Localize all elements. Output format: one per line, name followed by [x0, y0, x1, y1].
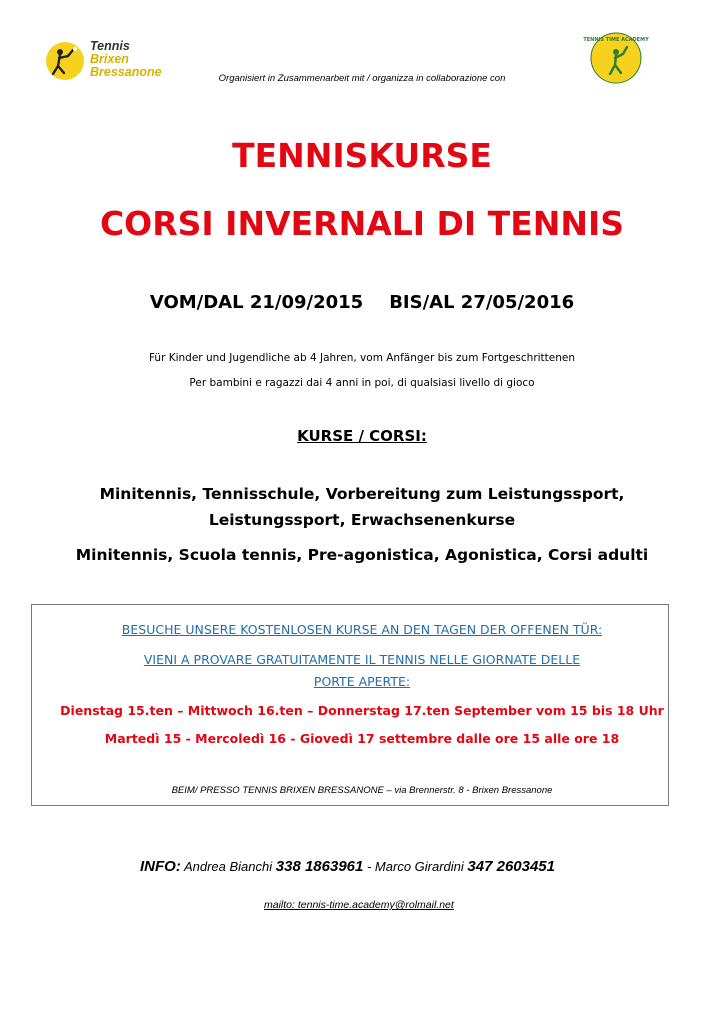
courses-italian: Minitennis, Scuola tennis, Pre-agonistica, Agonistica, Corsi adulti: [75, 546, 649, 564]
contact1-name: Andrea Bianchi: [183, 859, 273, 874]
location-note: BEIM/ PRESSO TENNIS BRIXEN BRESSANONE – via Brennerstr. 8 - Brixen Bressanone: [171, 785, 553, 796]
open-days-german: BESUCHE UNSERE KOSTENLOSEN KURSE AN DEN TAGEN DER OFFENEN TÜR:: [121, 622, 603, 637]
info-label: INFO:: [140, 858, 181, 875]
contact-info: [140, 858, 555, 875]
date-to: BIS/AL 27/05/2016: [389, 292, 575, 313]
open-days-dates-german: Dienstag 15.ten – Mittwoch 16.ten – Donnerstag 17.ten September vom 15 bis 18 Uhr: [60, 703, 664, 718]
date-from: VOM/DAL 21/09/2015: [149, 292, 364, 313]
description-italian: Per bambini e ragazzi dai 4 anni in poi, di qualsiasi livello di gioco: [189, 377, 535, 389]
open-days-italian-line2: PORTE APERTE:: [313, 674, 411, 689]
open-days-dates-italian: Martedì 15 - Mercoledì 16 - Giovedì 17 settembre dalle ore 15 alle ore 18: [104, 731, 620, 746]
date-range: [0, 292, 724, 313]
contact1-phone: 338 1863961: [275, 858, 364, 875]
collaboration-note: Organisiert in Zusammenarbeit mit / organizza in collaborazione con: [218, 73, 506, 84]
logo-text-brixen: Brixen: [90, 52, 129, 66]
contact2-phone: 347 2603451: [467, 858, 555, 875]
open-days-italian-line1: VIENI A PROVARE GRATUITAMENTE IL TENNIS NELLE GIORNATE DELLE: [143, 652, 581, 667]
logo-right-text: TENNIS TIME ACADEMY: [583, 37, 649, 43]
logo-text-tennis: Tennis: [90, 39, 130, 53]
logo-text-bressanone: Bressanone: [90, 65, 162, 79]
title-italian: CORSI INVERNALI DI TENNIS: [99, 204, 625, 243]
courses-german-line1: Minitennis, Tennisschule, Vorbereitung zum Leistungssport,: [99, 485, 625, 503]
contact2-name: - Marco Girardini: [366, 859, 464, 874]
courses-german-line2: Leistungssport, Erwachsenenkurse: [208, 511, 516, 529]
description-german: Für Kinder und Jugendliche ab 4 Jahren, vom Anfänger bis zum Fortgeschrittenen: [148, 352, 576, 364]
email-link[interactable]: mailto: tennis-time.academy@rolmail.net: [264, 899, 454, 911]
courses-heading: KURSE / CORSI:: [297, 427, 427, 445]
title-german: TENNISKURSE: [232, 136, 492, 175]
